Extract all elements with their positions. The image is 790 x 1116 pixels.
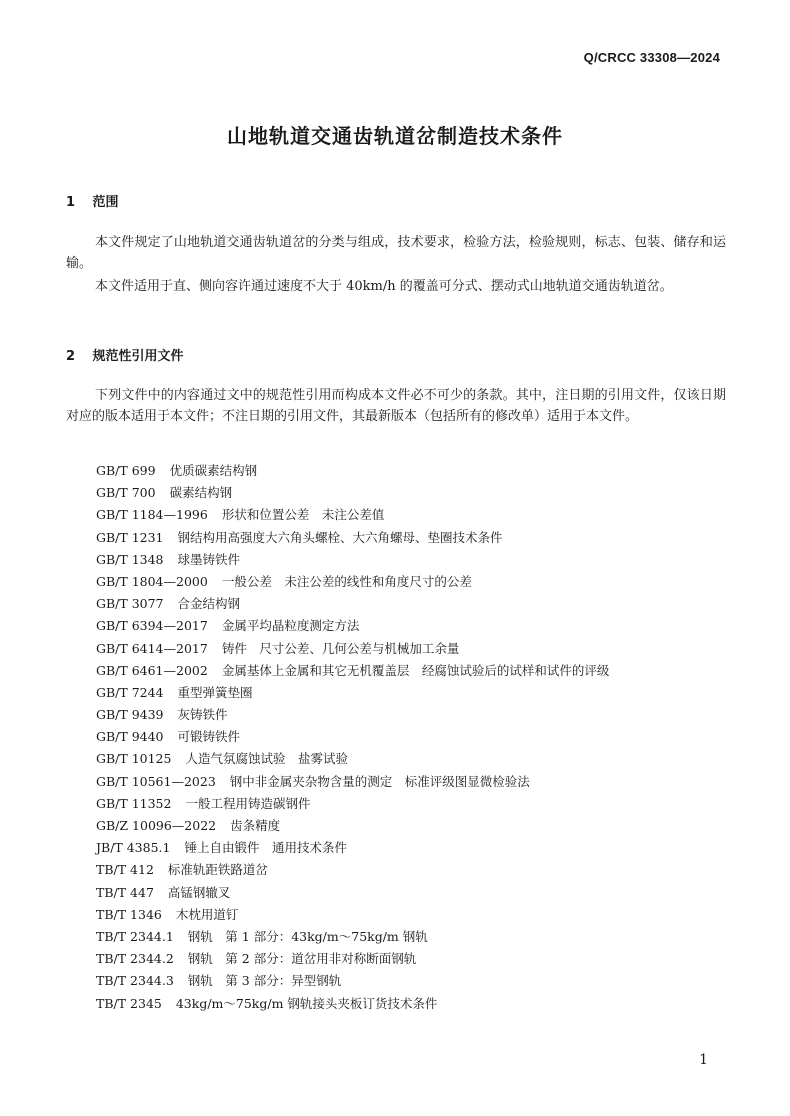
reference-item: [96, 615, 736, 637]
reference-item: [96, 837, 736, 859]
reference-item: [96, 793, 736, 815]
section-number: 2: [66, 349, 76, 364]
reference-title: 标准轨距铁路道岔: [167, 862, 268, 878]
reference-title: 可锻铸铁件: [177, 729, 241, 745]
reference-code: GB/T 699: [96, 463, 156, 478]
reference-code: TB/T 447: [96, 884, 154, 900]
section-number: 1: [66, 195, 76, 210]
reference-code: GB/T 700: [96, 485, 156, 501]
reference-code: JB/T 4385.1: [96, 840, 171, 856]
reference-item: [96, 771, 736, 793]
reference-code: GB/T 10561—2023: [96, 773, 216, 789]
reference-title: 重型弹簧垫圈: [177, 684, 253, 700]
reference-title: 金属平均晶粒度测定方法: [221, 618, 360, 634]
reference-title: 43kg/m～75kg/m 钢轨接头夹板订货技术条件: [175, 995, 438, 1011]
reference-title: 高锰钢辙叉: [167, 884, 231, 900]
reference-item: [96, 571, 736, 593]
reference-item: [96, 504, 736, 526]
reference-item: [96, 660, 736, 682]
reference-title: 灰铸铁件: [177, 707, 228, 723]
reference-code: TB/T 412: [96, 862, 154, 878]
reference-item: [96, 748, 736, 770]
reference-code: GB/Z 10096—2022: [96, 818, 217, 833]
reference-code: GB/T 9440: [96, 729, 164, 745]
reference-title: 一般公差 未注公差的线性和角度尺寸的公差: [221, 573, 472, 589]
reference-item: [96, 460, 736, 482]
reference-item: [96, 726, 736, 748]
reference-code: GB/T 1184—1996: [96, 507, 208, 523]
reference-item: [96, 970, 736, 992]
reference-item: [96, 593, 736, 615]
reference-code: GB/T 7244: [96, 684, 164, 700]
reference-item: [96, 682, 736, 704]
reference-title: 合金结构钢: [177, 596, 241, 612]
reference-item: [96, 638, 736, 660]
page-number: 1: [699, 1052, 708, 1068]
reference-title: 齿条精度: [230, 818, 281, 833]
reference-code: TB/T 2344.3: [96, 973, 174, 989]
reference-title: 钢轨 第 1 部分：43kg/m～75kg/m 钢轨: [187, 928, 428, 944]
reference-item: [96, 815, 736, 837]
reference-title: 铸件 尺寸公差、几何公差与机械加工余量: [221, 640, 460, 656]
reference-title: 木枕用道钉: [175, 906, 239, 922]
document-title: 山地轨道交通齿轨道岔制造技术条件: [227, 124, 563, 148]
reference-code: TB/T 2344.2: [96, 951, 174, 967]
reference-code: GB/T 6414—2017: [96, 640, 208, 656]
reference-code: GB/T 3077: [96, 596, 164, 612]
reference-item: [96, 527, 736, 549]
reference-code: GB/T 1231: [96, 529, 164, 545]
reference-title: 人造气氛腐蚀试验 盐雾试验: [185, 751, 348, 767]
reference-code: TB/T 1346: [96, 906, 162, 922]
reference-title: 形状和位置公差 未注公差值: [221, 507, 385, 523]
reference-title: 球墨铸铁件: [177, 551, 241, 567]
reference-title: 优质碳素结构钢: [169, 463, 258, 478]
paragraph: 本文件适用于直、侧向容许通过速度不大于 40km/h 的覆盖可分式、摆动式山地轨道交通齿轨道岔。: [95, 279, 673, 294]
reference-item: [96, 926, 736, 948]
reference-item: [96, 549, 736, 571]
reference-item: [96, 704, 736, 726]
reference-title: 钢结构用高强度大六角头螺栓、大六角螺母、垫圈技术条件: [177, 529, 503, 545]
reference-list: [96, 460, 736, 1015]
reference-code: GB/T 11352: [96, 795, 172, 811]
reference-title: 金属基体上金属和其它无机覆盖层 经腐蚀试验后的试样和试件的评级: [221, 662, 610, 678]
reference-item: [96, 882, 736, 904]
reference-code: GB/T 1348: [96, 551, 164, 567]
reference-code: GB/T 9439: [96, 707, 164, 723]
reference-item: [96, 482, 736, 504]
section-title: 规范性引用文件: [92, 349, 184, 364]
section-heading-normative-references: [66, 345, 184, 364]
reference-title: 一般工程用铸造碳钢件: [185, 795, 311, 811]
reference-code: GB/T 1804—2000: [96, 573, 208, 589]
section-title: 范围: [92, 195, 119, 210]
paragraph: 下列文件中的内容通过文中的规范性引用而构成本文件必不可少的条款。其中，注日期的引用文件，仅该日期对应的版本适用于本文件；不注日期的引用文件，其最新版本（包括所有的修改单）适用于本文件。: [66, 388, 726, 424]
reference-title: 钢中非金属夹杂物含量的测定 标准评级图显微检验法: [229, 773, 530, 789]
reference-item: [96, 859, 736, 881]
reference-title: 碳素结构钢: [169, 485, 233, 501]
reference-title: 锤上自由锻件 通用技术条件: [184, 840, 347, 856]
reference-code: TB/T 2345: [96, 995, 162, 1011]
reference-code: GB/T 6394—2017: [96, 618, 208, 634]
reference-item: [96, 993, 736, 1015]
reference-item: [96, 948, 736, 970]
reference-title: 钢轨 第 2 部分：道岔用非对称断面钢轨: [187, 951, 417, 967]
reference-code: TB/T 2344.1: [96, 928, 174, 944]
reference-item: [96, 904, 736, 926]
section-heading-scope: [66, 191, 119, 210]
reference-code: GB/T 10125: [96, 751, 172, 767]
standard-code: Q/CRCC 33308—2024: [583, 50, 720, 65]
paragraph: 本文件规定了山地轨道交通齿轨道岔的分类与组成，技术要求，检验方法，检验规则，标志、包装、储存和运输。: [66, 235, 726, 271]
reference-code: GB/T 6461—2002: [96, 662, 208, 678]
reference-title: 钢轨 第 3 部分：异型钢轨: [187, 973, 342, 989]
